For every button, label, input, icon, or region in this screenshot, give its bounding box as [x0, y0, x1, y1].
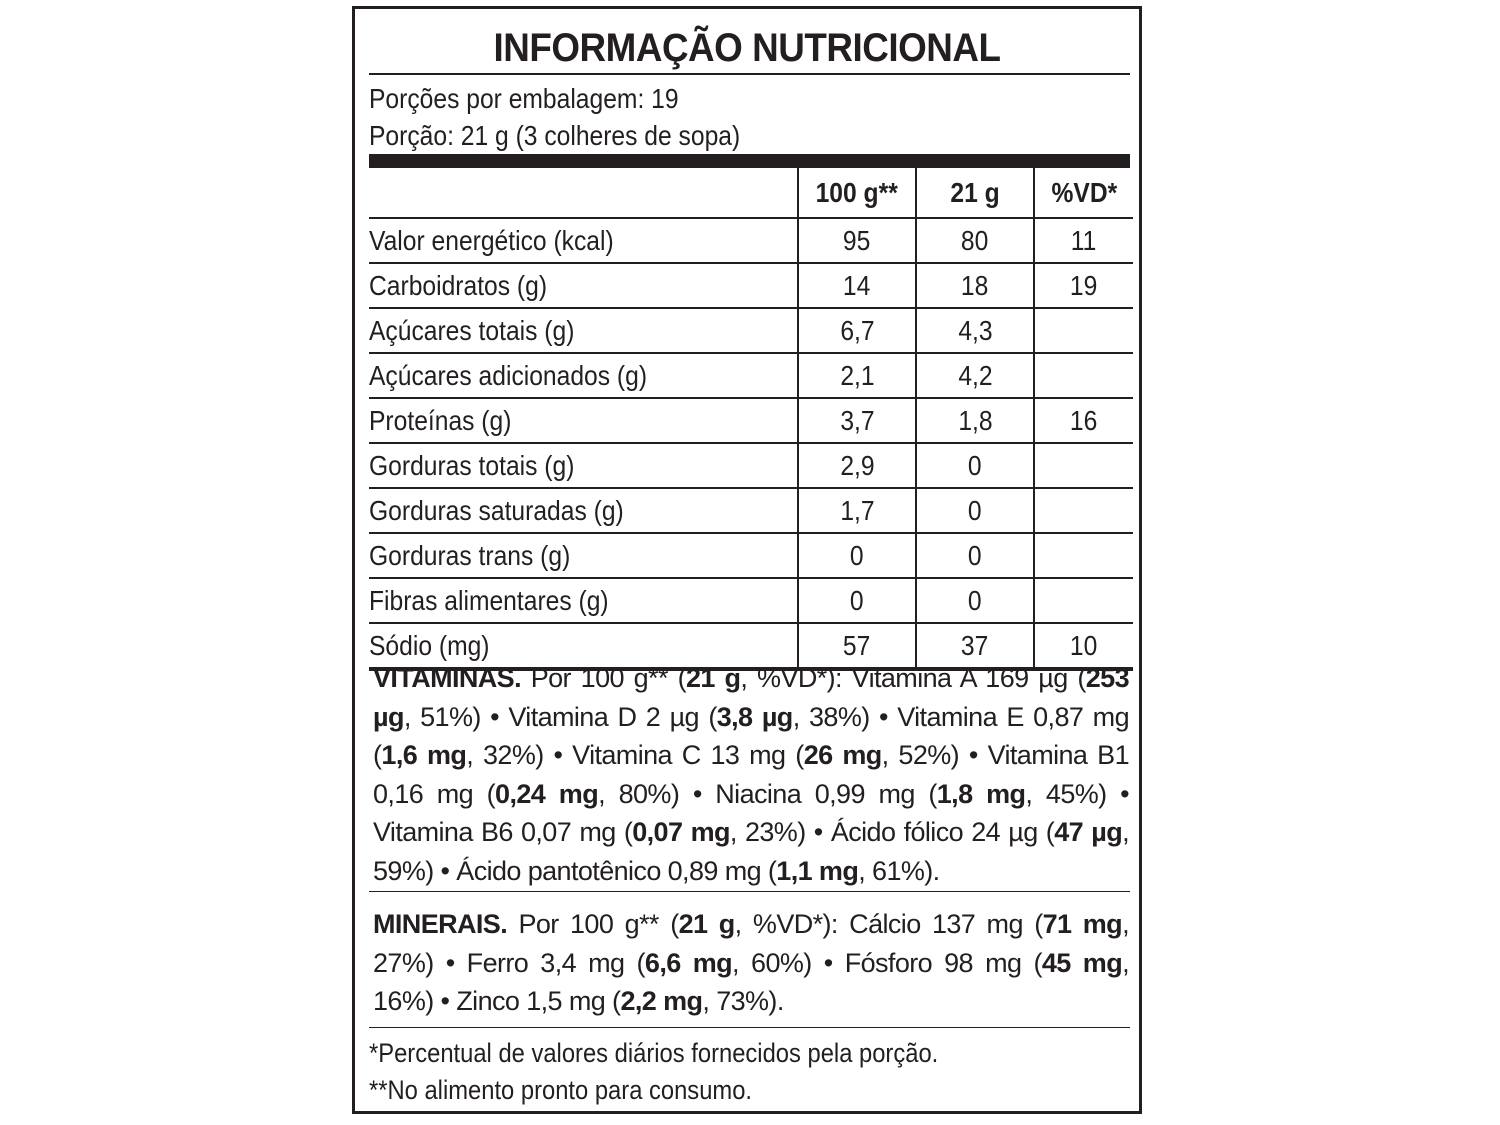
- row-value-vd: 11: [1034, 218, 1133, 263]
- row-value-21g: 80: [916, 218, 1034, 263]
- table-row: [369, 488, 1133, 533]
- nutrition-table: [369, 168, 1133, 671]
- row-value-100g: 95: [798, 218, 916, 263]
- row-value-21g: 0: [916, 443, 1034, 488]
- table-row: [369, 578, 1133, 623]
- row-value-vd: [1034, 533, 1133, 578]
- row-name: Valor energético (kcal): [369, 218, 798, 263]
- row-name: Gorduras totais (g): [369, 443, 798, 488]
- minerals-paragraph: MINERAIS. Por 100 g** (21 g, %VD*): Cálcio 137 mg (71 mg, 27%) • Ferro 3,4 mg (6,6 mg, 60%) • Fósforo 98 mg (45 mg, 16%) • Zinco 1,5 mg (2,2 mg, 73%).: [373, 909, 1129, 1016]
- row-value-100g: 6,7: [798, 308, 916, 353]
- footnote-ready: **No alimento pronto para consumo.: [369, 1075, 753, 1105]
- row-value-100g: 2,1: [798, 353, 916, 398]
- row-value-100g: 57: [798, 623, 916, 669]
- row-value-vd: 16: [1034, 398, 1133, 443]
- row-value-21g: 1,8: [916, 398, 1034, 443]
- table-row: [369, 398, 1133, 443]
- vitamins-divider: [369, 891, 1130, 892]
- row-value-vd: 19: [1034, 263, 1133, 308]
- row-name: Sódio (mg): [369, 623, 798, 669]
- row-value-vd: [1034, 353, 1133, 398]
- table-row: [369, 353, 1133, 398]
- row-value-vd: [1034, 578, 1133, 623]
- header-21g: 21 g: [916, 168, 1034, 218]
- footnote-vd: *Percentual de valores diários fornecidos pela porção.: [369, 1038, 939, 1068]
- row-name: Carboidratos (g): [369, 263, 798, 308]
- row-value-21g: 4,2: [916, 353, 1034, 398]
- table-header-blank: [369, 168, 798, 218]
- row-value-21g: 0: [916, 488, 1034, 533]
- row-value-100g: 2,9: [798, 443, 916, 488]
- vitamins-paragraph: VITAMINAS. Por 100 g** (21 g, %VD*): Vitamina A 169 µg (253 µg, 51%) • Vitamina D 2 µg (3,8 µg, 38%) • Vitamina E 0,87 mg (1,6 mg, 32%) • Vitamina C 13 mg (26 mg, 52%) • Vitamina B1 0,16 mg (0,24 mg, 80%) • Niacina 0,99 mg (1,8 mg, 45%) • Vitamina B6 0,07 mg (0,07 mg, 23%) • Ácido fólico 24 µg (47 µg, 59%) • Ácido pantotênico 0,89 mg (1,1 mg, 61%).: [373, 663, 1129, 886]
- header-vd: %VD*: [1034, 168, 1133, 218]
- row-value-100g: 0: [798, 578, 916, 623]
- row-name: Proteínas (g): [369, 398, 798, 443]
- table-row: [369, 218, 1133, 263]
- row-value-21g: 0: [916, 533, 1034, 578]
- thick-divider: [369, 154, 1130, 168]
- row-value-21g: 4,3: [916, 308, 1034, 353]
- row-value-100g: 14: [798, 263, 916, 308]
- nutrition-label: [352, 6, 1142, 1114]
- row-value-21g: 18: [916, 263, 1034, 308]
- row-value-100g: 3,7: [798, 398, 916, 443]
- row-value-100g: 1,7: [798, 488, 916, 533]
- table-row: [369, 533, 1133, 578]
- row-value-vd: [1034, 308, 1133, 353]
- row-value-100g: 0: [798, 533, 916, 578]
- table-row: [369, 308, 1133, 353]
- row-name: Açúcares adicionados (g): [369, 353, 798, 398]
- label-title: INFORMAÇÃO NUTRICIONAL: [493, 26, 1001, 70]
- row-value-21g: 0: [916, 578, 1034, 623]
- row-name: Gorduras saturadas (g): [369, 488, 798, 533]
- row-value-vd: [1034, 443, 1133, 488]
- title-divider: [369, 73, 1130, 75]
- table-row: [369, 263, 1133, 308]
- row-name: Açúcares totais (g): [369, 308, 798, 353]
- row-name: Fibras alimentares (g): [369, 578, 798, 623]
- table-row: [369, 443, 1133, 488]
- row-name: Gorduras trans (g): [369, 533, 798, 578]
- header-100g: 100 g**: [798, 168, 916, 218]
- table-header-row: [369, 168, 1133, 218]
- row-value-vd: [1034, 488, 1133, 533]
- servings-per-package: Porções por embalagem: 19: [369, 83, 679, 114]
- row-value-21g: 37: [916, 623, 1034, 669]
- row-value-vd: 10: [1034, 623, 1133, 669]
- minerals-divider: [369, 1027, 1130, 1028]
- portion-size: Porção: 21 g (3 colheres de sopa): [369, 120, 741, 151]
